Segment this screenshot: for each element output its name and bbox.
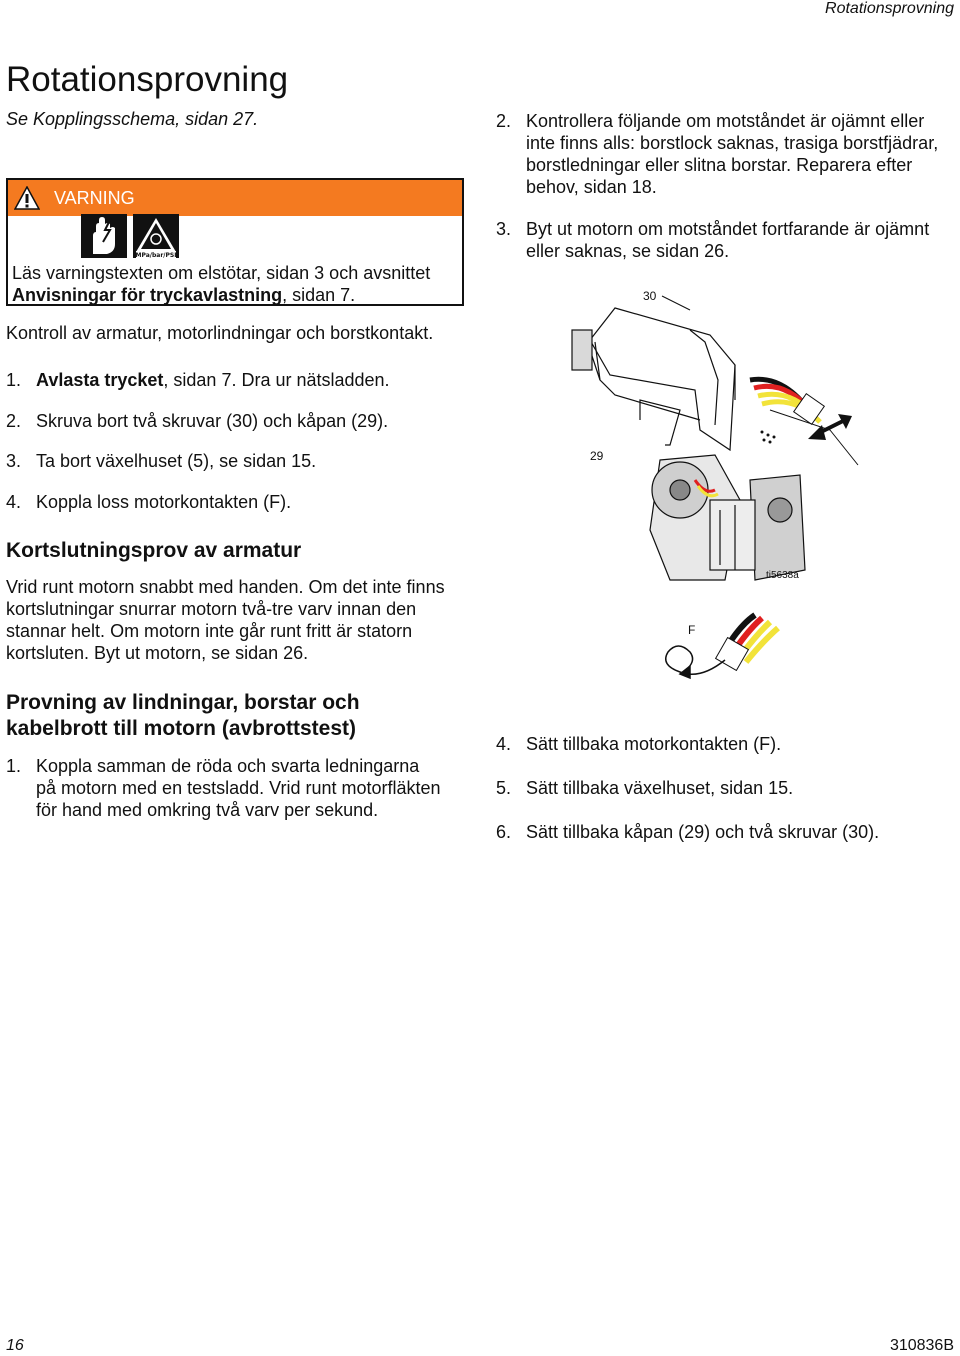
step-number: 1.	[6, 756, 22, 776]
body-line: stannar helt. Om motorn inte går runt fritt är statorn	[6, 621, 413, 641]
step-bold: Avlasta trycket	[36, 370, 164, 390]
warning-label: VARNING	[54, 188, 135, 208]
warning-banner	[8, 180, 462, 216]
motor-cover	[572, 308, 735, 450]
step-text: Skruva bort två skruvar (30) och kåpan (29).	[36, 411, 389, 431]
warning-icons	[81, 214, 179, 265]
right-step-6	[496, 821, 879, 843]
step-line: inte finns alls: borstlock saknas, trasiga borstfjädrar,	[526, 133, 939, 153]
pressure-hazard-icon	[133, 214, 179, 259]
schematic-reference: Se Kopplingsschema, sidan 27.	[6, 109, 259, 129]
right-step-5	[496, 777, 793, 799]
motor-body	[650, 455, 805, 580]
callout-30-leader	[662, 296, 690, 310]
body-line: Vrid runt motorn snabbt med handen. Om det inte finns	[6, 577, 445, 597]
test-lead-loop	[666, 646, 725, 678]
page-number: 16	[6, 1337, 24, 1354]
step-line: eller saknas, se sidan 26.	[526, 241, 730, 261]
step-2	[6, 410, 388, 432]
right-step-3	[496, 218, 929, 262]
warning-triangle-icon	[14, 186, 40, 210]
procedure-intro: Kontroll av armatur, motorlindningar och borstkontakt.	[6, 323, 434, 343]
step-4	[6, 491, 291, 513]
hazard-icons	[81, 214, 179, 260]
open-step-1	[6, 755, 441, 821]
step-line: behov, sidan 18.	[526, 177, 657, 197]
step-number: 5.	[496, 778, 512, 798]
callout-30: 30	[643, 289, 657, 303]
right-step-2	[496, 110, 938, 198]
body-line: kortslutningar snurrar motorn två-tre varv innan den	[6, 599, 417, 619]
step-line: Kontrollera följande om motståndet är ojämnt eller	[526, 111, 925, 131]
step-line: Byt ut motorn om motståndet fortfarande är ojämnt	[526, 219, 930, 239]
step-line: för hand med omkring två varv per sekund.	[36, 800, 379, 820]
step-text: , sidan 7. Dra ur nätsladden.	[163, 370, 390, 390]
heading-short-circuit: Kortslutningsprov av armatur	[6, 539, 302, 562]
board-pins	[761, 431, 776, 444]
step-number: 3.	[496, 219, 512, 239]
electric-shock-icon	[81, 214, 127, 258]
step-text: Sätt tillbaka kåpan (29) och två skruvar (30).	[526, 822, 880, 842]
pressure-units-label: MPa/bar/PSI	[135, 252, 177, 259]
warning-text-line1: Läs varningstexten om elstötar, sidan 3 och avsnittet	[12, 263, 431, 283]
step-number: 4.	[6, 492, 22, 512]
heading-open-circuit	[6, 690, 360, 742]
step-number: 2.	[496, 111, 512, 131]
step-1	[6, 369, 390, 391]
step-3	[6, 450, 316, 472]
warning-box	[6, 178, 464, 306]
step-text: Ta bort växelhuset (5), se sidan 15.	[36, 451, 317, 471]
figure-reference: ti5638a	[766, 570, 799, 581]
warning-text	[12, 262, 430, 306]
step-number: 1.	[6, 370, 22, 390]
step-line: Koppla samman de röda och svarta ledningarna	[36, 756, 420, 776]
warning-text-suffix: , sidan 7.	[282, 285, 356, 305]
step-text: Koppla loss motorkontakten (F).	[36, 492, 292, 512]
body-line: kortsluten. Byt ut motorn, se sidan 26.	[6, 643, 309, 663]
heading-line: Provning av lindningar, borstar och	[6, 691, 360, 714]
motor-disassembly-figure	[540, 280, 870, 710]
step-number: 2.	[6, 411, 22, 431]
step-line: borstledningar eller slitna borstar. Reparera efter	[526, 155, 913, 175]
document-number: 310836B	[889, 1337, 954, 1354]
step-number: 6.	[496, 822, 512, 842]
callout-29: 29	[590, 449, 604, 463]
warning-text-bold: Anvisningar för tryckavlastning	[12, 285, 283, 305]
step-number: 3.	[6, 451, 22, 471]
running-header: Rotationsprovning	[825, 0, 954, 17]
step-line: på motorn med en testsladd. Vrid runt motorfläkten	[36, 778, 441, 798]
short-circuit-body	[6, 576, 445, 664]
step-text: Sätt tillbaka motorkontakten (F).	[526, 734, 782, 754]
right-step-4	[496, 733, 781, 755]
step-number: 4.	[496, 734, 512, 754]
step-text: Sätt tillbaka växelhuset, sidan 15.	[526, 778, 794, 798]
heading-line: kabelbrott till motorn (avbrottstest)	[6, 717, 357, 740]
callout-f: F	[688, 623, 696, 637]
page-title: Rotationsprovning	[6, 60, 289, 99]
